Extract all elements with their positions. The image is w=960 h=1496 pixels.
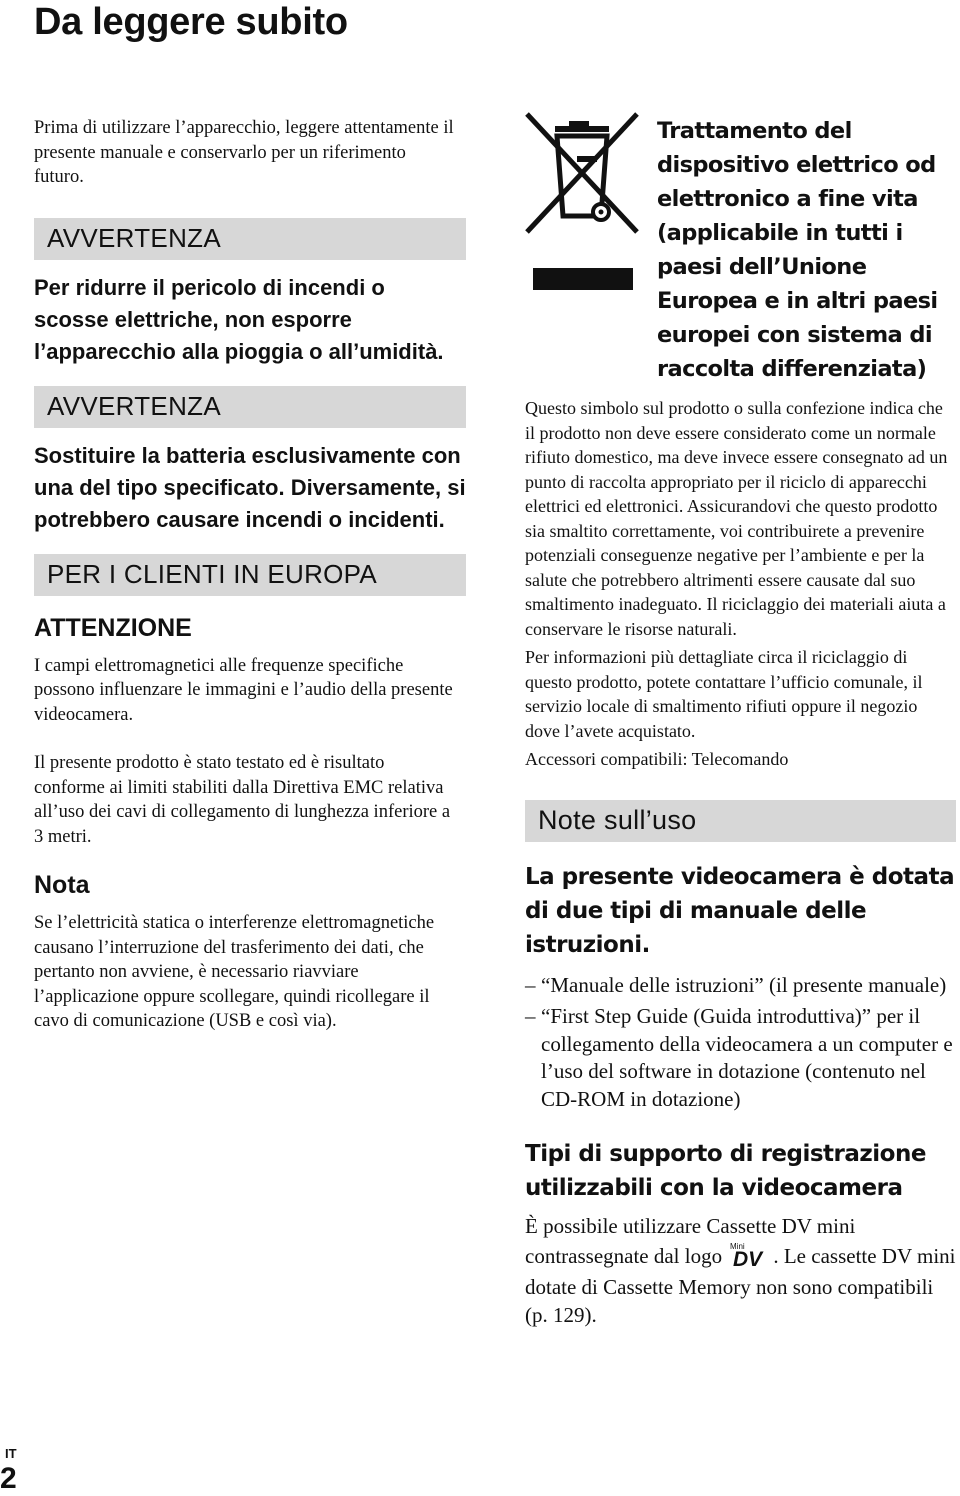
weee-text-1: Questo simbolo sul prodotto o sulla confezione indica che il prodotto non deve essere considerato come un normale rifiuto domestico, ma deve invece essere consegnato ad un punto di raccolta appropriato per il riciclo di apparecchi elettrici ed elettronici. Assicurandovi che questo prodotto sia smaltito correttamente, voi contribuirete a prevenire potenziali conseguenze negative per l’ambiente e per la salute che potrebbero altrimenti essere causate dal suo smaltimento inadeguato. Il riciclaggio dei materiali aiuta a conservare le risorse naturali. [525, 398, 948, 639]
mini-dv-logo-small-text: Mini [730, 1241, 746, 1251]
attention-title: ATTENZIONE [34, 613, 192, 642]
emc-text: Il presente prodotto è stato testato ed è risultato conforme ai limiti stabiliti dalla Direttiva EMC relativa all’uso dei cavi di collegamento di lunghezza inferiore a 3 metri. [34, 753, 451, 847]
accessories-text: Accessori compatibili: Telecomando [525, 749, 789, 769]
media-heading: Tipi di supporto di registrazione utilizzabili con la videocamera [525, 1141, 926, 1201]
europe-heading [34, 554, 466, 596]
list-item [525, 1003, 956, 1113]
manual-item-text: “Manuale delle istruzioni” (il presente manuale) [541, 972, 947, 997]
weee-text-2: Per informazioni più dettagliate circa il riciclaggio di questo prodotto, potete contattare l’ufficio comunale, il servizio locale di smaltimento rifiuti oppure il negozio dove l’avete acquistato. [525, 647, 923, 741]
intro-paragraph: Prima di utilizzare l’apparecchio, leggere attentamente il presente manuale e conservarlo per un riferimento futuro. [34, 118, 454, 187]
europe-title: PER I CLIENTI IN EUROPA [47, 559, 378, 589]
crossed-out-wheelie-bin-icon [525, 112, 639, 292]
footer-language: IT [5, 1446, 17, 1461]
note-title: Nota [34, 871, 90, 899]
mini-dv-logo [729, 1241, 771, 1275]
media-text [525, 1213, 956, 1329]
warning2-heading [34, 386, 466, 428]
list-dash: – [525, 1004, 536, 1028]
manual-item-text: “First Step Guide (Guida introduttiva)” per il collegamento della videocamera a un computer e l’uso del software in dotazione (contenuto nel CD-ROM in dotazione) [541, 1004, 953, 1111]
page-number: 2 [0, 1462, 17, 1495]
warning1-heading [34, 218, 466, 260]
manual-list [525, 972, 956, 1114]
left-column [34, 116, 466, 1034]
media-text-before-logo: È possibile utilizzare Cassette DV mini contrassegnate dal logo [525, 1214, 856, 1268]
warning1-title: AVVERTENZA [47, 223, 221, 253]
list-dash: – [525, 972, 536, 997]
weee-title: Trattamento del dispositivo elettrico od elettronico a fine vita (applicabile in tutti i paesi dell’Unione Europea e in altri paesi europei con sistema di raccolta differenziata) [657, 118, 938, 382]
weee-section [525, 112, 956, 386]
manual-heading: La presente videocamera è dotata di due tipi di manuale delle istruzioni. [525, 863, 955, 958]
media-text-after-logo: . Le cassette DV mini dotate di Cassette Memory non sono compatibili (p. 129). [525, 1243, 956, 1327]
notes-heading [525, 800, 956, 842]
note-text: Se l’elettricità statica o interferenze elettromagnetiche causano l’interruzione del trasferimento dei dati, che pertanto non avviene, è necessario riavviare l’applicazione oppure scollegare, quindi ricollegare il cavo di comunicazione (USB e così via). [34, 913, 435, 1031]
page-title: Da leggere subito [34, 1, 348, 43]
warning2-title: AVVERTENZA [47, 391, 221, 421]
warning1-text: Per ridurre il pericolo di incendi o scosse elettriche, non esporre l’apparecchio alla pioggia o all’umidità. [34, 274, 444, 364]
right-column [525, 112, 956, 1329]
notes-title: Note sull’uso [538, 805, 697, 835]
warning2-text: Sostituire la batteria esclusivamente con una del tipo specificato. Diversamente, si potrebbero causare incendi o incidenti. [34, 442, 466, 532]
list-item [525, 972, 956, 1000]
attention-text: I campi elettromagnetici alle frequenze specifiche possono influenzare le immagini e l’audio della presente videocamera. [34, 655, 453, 725]
mini-dv-logo-big-text: DV [733, 1247, 763, 1267]
